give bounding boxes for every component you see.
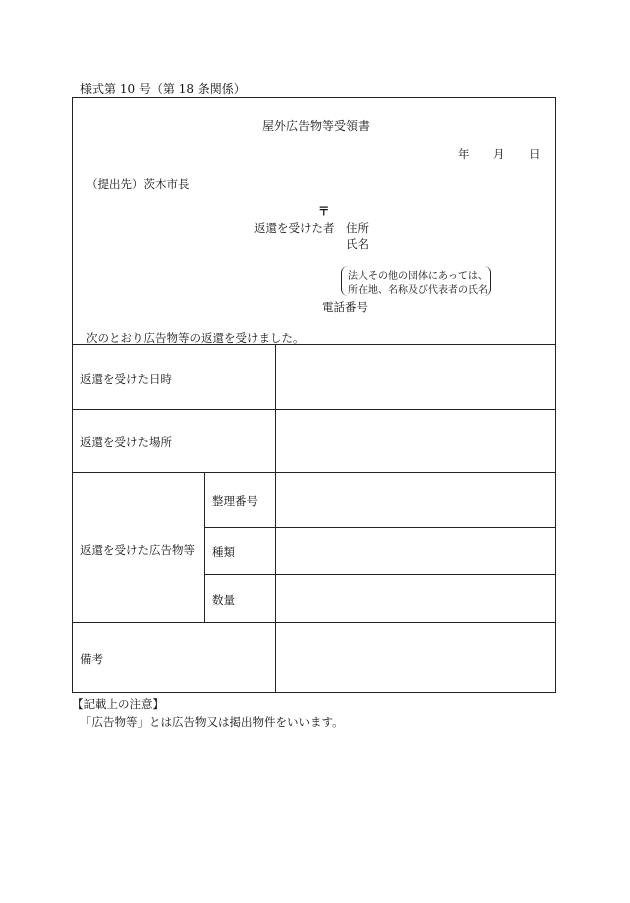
postal-mark: 〒 [318, 204, 330, 218]
table-line [72, 409, 556, 410]
table-line [72, 344, 556, 345]
corporate-note-line-1: 法人その他の団体にあっては、 [348, 271, 488, 282]
date-month-label: 月 [493, 147, 505, 161]
corporate-note-line-2: 所在地、名称及び代表者の氏名 [348, 285, 488, 296]
table-line [72, 472, 556, 473]
returned-item-label: 返還を受けた広告物等 [80, 543, 195, 557]
document-title: 屋外広告物等受領書 [262, 119, 371, 133]
kind-label: 種類 [212, 545, 235, 559]
name-label: 氏名 [346, 237, 369, 251]
table-line [204, 527, 556, 528]
date-year-label: 年 [458, 147, 470, 161]
addressee: （提出先）茨木市長 [86, 177, 190, 191]
table-line [204, 574, 556, 575]
recipient-label: 返還を受けた者 [254, 221, 335, 235]
table-line [275, 344, 276, 693]
returned-datetime-label: 返還を受けた日時 [80, 372, 172, 386]
notes-text: 「広告物等」とは広告物又は掲出物件をいいます。 [80, 715, 344, 729]
returned-place-label: 返還を受けた場所 [80, 435, 172, 449]
table-line [72, 622, 556, 623]
phone-label: 電話番号 [322, 300, 368, 314]
statement: 次のとおり広告物等の返還を受けました。 [86, 331, 305, 345]
date-day-label: 日 [529, 147, 541, 161]
notes-heading: 【記載上の注意】 [72, 697, 164, 711]
corporate-note [341, 266, 491, 296]
remarks-label: 備考 [80, 652, 103, 666]
address-label: 住所 [346, 221, 369, 235]
quantity-label: 数量 [212, 593, 235, 607]
form-number: 様式第 10 号（第 18 条関係） [80, 82, 246, 96]
table-line [204, 472, 205, 622]
reference-number-label: 整理番号 [212, 494, 258, 508]
